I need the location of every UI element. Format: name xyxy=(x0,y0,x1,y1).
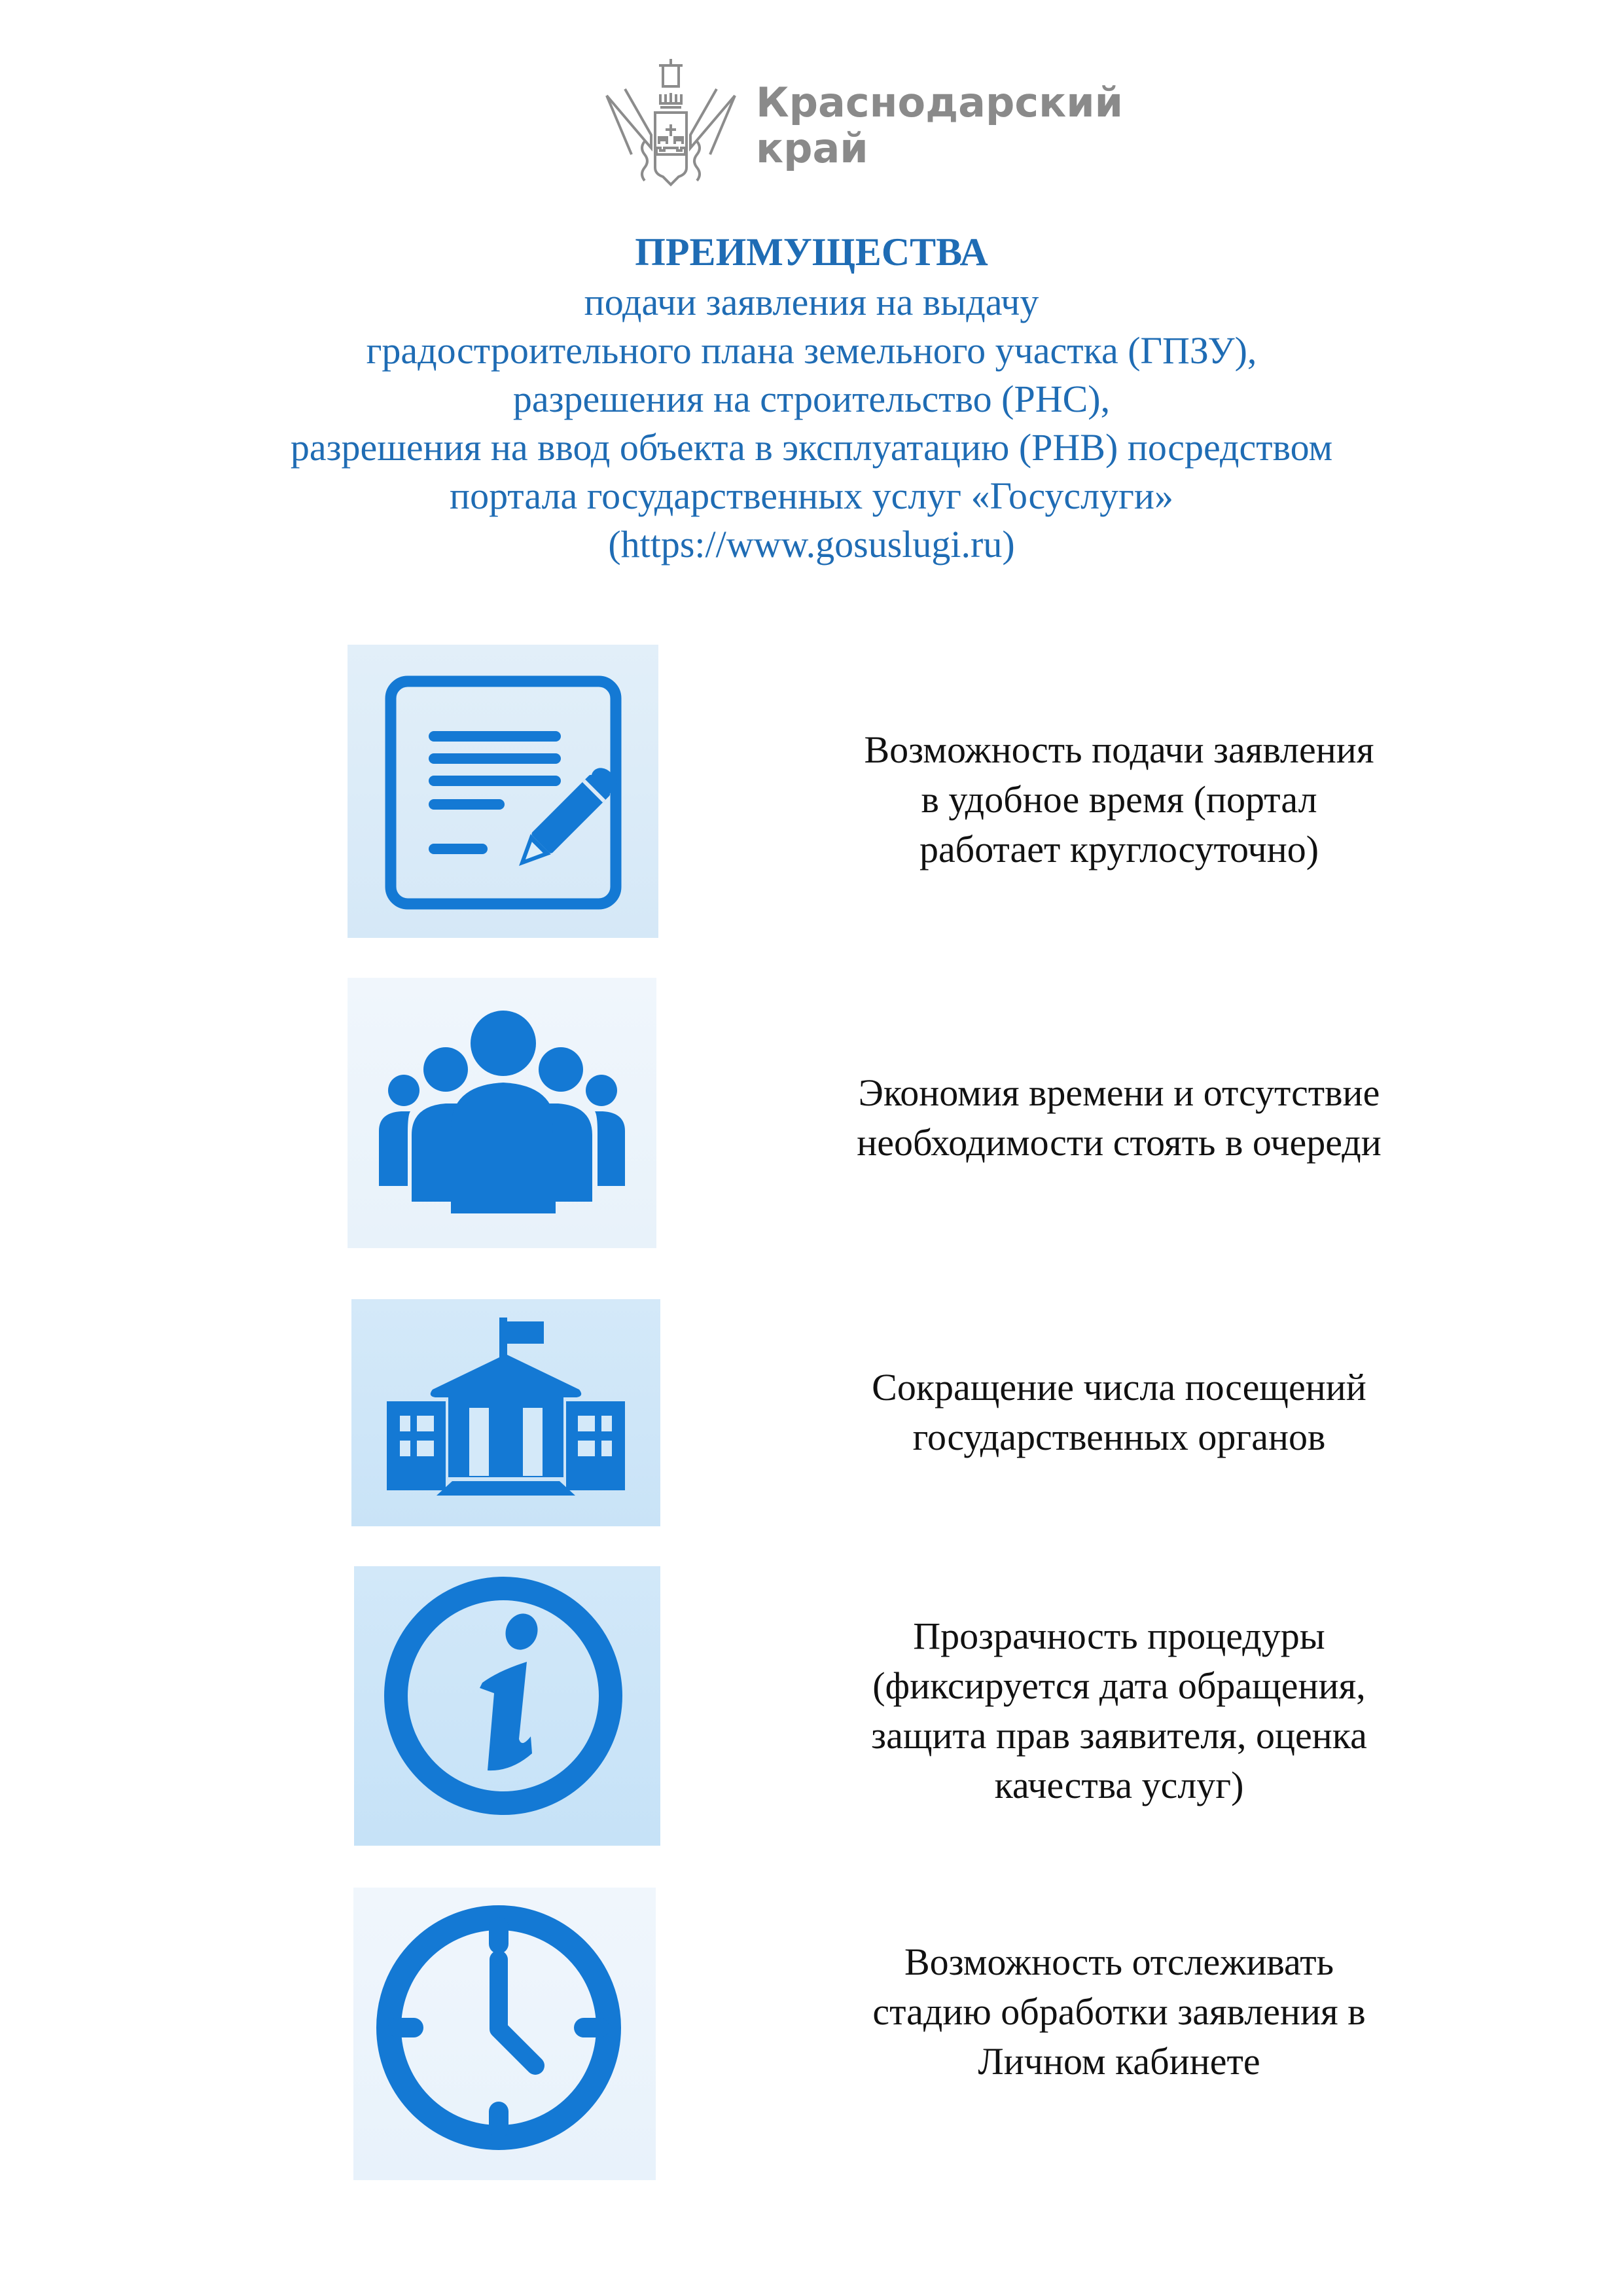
clock-icon xyxy=(353,1888,656,2180)
krasnodar-krai-logo xyxy=(605,56,1124,187)
header-line: подачи заявления на выдачу xyxy=(584,281,1039,323)
advantage-icon-box-3 xyxy=(351,1299,660,1526)
page-title: ПРЕИМУЩЕСТВА xyxy=(635,230,988,274)
advantage-text-5: Возможность отслеживать стадию обработки заявления в Личном кабинете xyxy=(872,1941,1366,2083)
advantage-text-2: Экономия времени и отсутствие необходимости стоять в очереди xyxy=(857,1071,1382,1164)
logo-line-1: Краснодарский xyxy=(756,79,1124,126)
advantage-icon-box-1 xyxy=(348,645,658,938)
header-line: градостроительного плана земельного участка (ГПЗУ), xyxy=(366,329,1257,372)
document-edit-icon xyxy=(348,645,658,938)
advantage-icon-box-2 xyxy=(348,978,656,1248)
advantage-text-1: Возможность подачи заявления в удобное время (портал работает круглосуточно) xyxy=(864,728,1374,870)
advantage-text-4: Прозрачность процедуры (фиксируется дата обращения, защита прав заявителя, оценка качества услуг) xyxy=(871,1615,1367,1806)
logo-text xyxy=(756,80,1123,171)
government-building-icon xyxy=(351,1299,660,1526)
advantage-icon-box-5 xyxy=(353,1888,656,2180)
people-group-icon xyxy=(348,978,656,1248)
info-icon xyxy=(354,1566,660,1846)
header-line: портала государственных услуг «Госуслуги» xyxy=(450,475,1173,517)
header-line: разрешения на строительство (РНС), xyxy=(512,378,1111,420)
page-header xyxy=(0,226,1623,569)
gosuslugi-link[interactable]: (https://www.gosuslugi.ru) xyxy=(608,523,1015,565)
logo-line-2: край xyxy=(756,124,868,172)
advantage-icon-box-4 xyxy=(354,1566,660,1846)
krasnodar-coat-of-arms-icon xyxy=(605,56,736,187)
advantage-text-3: Сокращение числа посещений государственных органов xyxy=(872,1366,1366,1458)
header-line: разрешения на ввод объекта в эксплуатацию (РНВ) посредством xyxy=(290,426,1333,469)
